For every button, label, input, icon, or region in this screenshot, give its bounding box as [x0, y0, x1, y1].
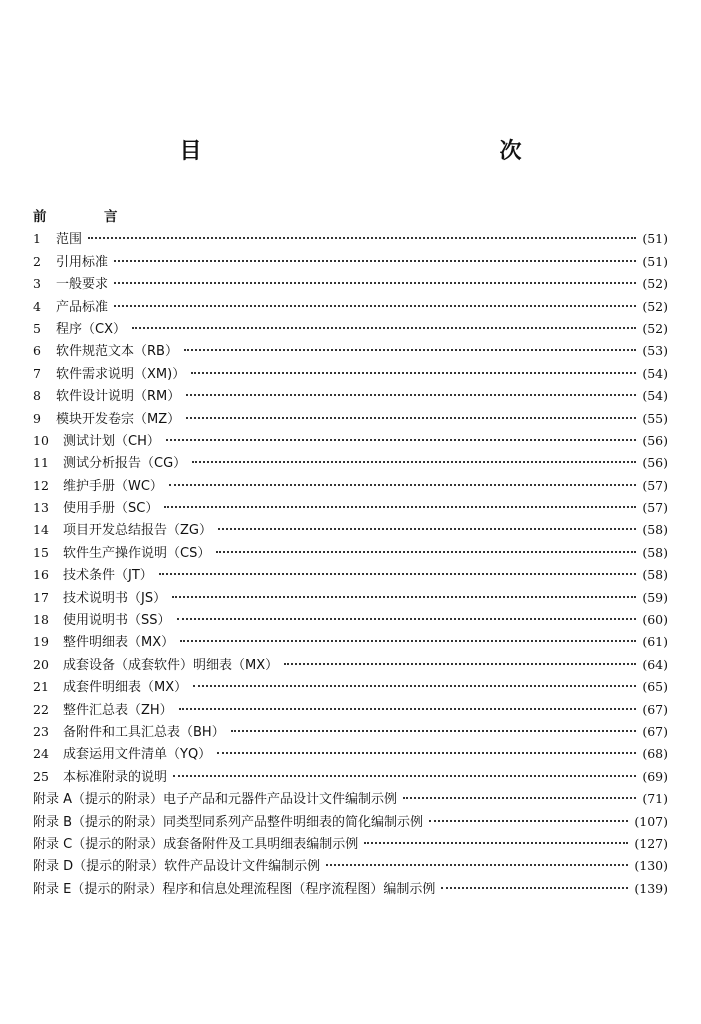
toc-appendix-title: 附录 B（提示的附录）同类型同系列产品整件明细表的简化编制示例	[33, 814, 424, 830]
toc-entry	[33, 676, 668, 698]
toc-entry	[33, 654, 668, 676]
toc-entry-title: 软件需求说明（XM)）	[56, 366, 186, 382]
toc-entry	[33, 296, 668, 318]
toc-entry	[33, 497, 668, 519]
toc-preface: 前 言	[33, 209, 140, 225]
toc-entry-number: 11	[33, 455, 49, 471]
toc-entry-number: 21	[33, 679, 49, 695]
toc-appendix	[33, 833, 668, 855]
toc-entry-title: 软件设计说明（RM）	[56, 389, 181, 405]
toc-entry-title: 软件生产操作说明（CS）	[63, 545, 211, 561]
toc-entry-page: (55)	[642, 410, 668, 426]
toc-entry-title: 程序（CX）	[56, 321, 126, 337]
toc-appendix-page: (107)	[634, 813, 668, 829]
dot-leader	[429, 819, 628, 822]
dot-leader	[114, 304, 636, 307]
toc-entry-title: 技术条件（JT）	[63, 568, 153, 584]
toc-entry-page: (68)	[642, 746, 668, 762]
toc-entry-page: (67)	[642, 701, 668, 717]
toc-entry-number: 4	[33, 298, 41, 314]
toc-entry-number: 15	[33, 544, 49, 560]
dot-leader	[164, 505, 636, 508]
dot-leader	[159, 572, 637, 575]
toc-appendix-title: 附录 A（提示的附录）电子产品和元器件产品设计文件编制示例	[33, 792, 398, 808]
toc-entry	[33, 721, 668, 743]
toc-entry-number: 14	[33, 522, 49, 538]
dot-leader	[132, 326, 636, 329]
toc-entry-number: 13	[33, 500, 49, 516]
toc-appendices	[33, 788, 668, 900]
dot-leader	[173, 774, 636, 777]
toc-entry-title: 本标准附录的说明	[63, 769, 168, 785]
toc-entry-title: 引用标准	[56, 254, 109, 270]
toc-entry-page: (64)	[642, 656, 668, 672]
toc-entry	[33, 363, 668, 385]
toc-entry-title: 备附件和工具汇总表（BH）	[63, 724, 225, 740]
dot-leader	[186, 393, 636, 396]
toc-entry-title: 整件汇总表（ZH）	[63, 702, 173, 718]
toc-entry	[33, 318, 668, 340]
toc-entry-title: 范围	[56, 232, 83, 248]
toc-entry-page: (59)	[642, 589, 668, 605]
toc-appendix-title: 附录 C（提示的附录）成套备附件及工具明细表编制示例	[33, 836, 359, 852]
toc-entry-page: (54)	[642, 388, 668, 404]
toc-entry-number: 22	[33, 701, 49, 717]
toc-entry-number: 24	[33, 746, 49, 762]
toc-entry	[33, 452, 668, 474]
toc-entry-title: 整件明细表（MX）	[63, 635, 175, 651]
table-of-contents	[33, 206, 668, 900]
toc-entry-page: (57)	[642, 477, 668, 493]
toc-entry-title: 一般要求	[56, 277, 109, 293]
toc-appendix-page: (139)	[634, 880, 668, 896]
dot-leader	[326, 863, 628, 866]
toc-entry	[33, 408, 668, 430]
dot-leader	[403, 796, 636, 799]
toc-entry-number: 20	[33, 656, 49, 672]
dot-leader	[177, 617, 637, 620]
dot-leader	[114, 259, 636, 262]
toc-entry-title: 使用说明书（SS）	[63, 613, 171, 629]
toc-entry	[33, 699, 668, 721]
toc-entry-title: 使用手册（SC）	[63, 501, 159, 517]
dot-leader	[179, 707, 637, 710]
dot-leader	[216, 550, 636, 553]
toc-entry-page: (56)	[642, 455, 668, 471]
dot-leader	[191, 371, 636, 374]
toc-entry-page: (53)	[642, 343, 668, 359]
toc-entry	[33, 430, 668, 452]
toc-entry-page: (58)	[642, 567, 668, 583]
toc-entry-number: 8	[33, 388, 41, 404]
toc-entry-title: 软件规范文本（RB）	[56, 344, 178, 360]
toc-entry-number: 25	[33, 768, 49, 784]
toc-entry	[33, 519, 668, 541]
dot-leader	[284, 662, 636, 665]
toc-appendix-title: 附录 D（提示的附录）软件产品设计文件编制示例	[33, 859, 321, 875]
toc-entry	[33, 542, 668, 564]
toc-entry	[33, 273, 668, 295]
toc-entries	[33, 228, 668, 788]
dot-leader	[231, 729, 637, 732]
page-title: 目 次	[179, 139, 580, 164]
toc-entry-page: (69)	[642, 768, 668, 784]
toc-entry-number: 1	[33, 231, 41, 247]
toc-entry-number: 10	[33, 432, 49, 448]
toc-entry	[33, 587, 668, 609]
toc-entry-number: 23	[33, 723, 49, 739]
dot-leader	[88, 236, 636, 239]
toc-entry	[33, 609, 668, 631]
dot-leader	[192, 460, 636, 463]
toc-entry	[33, 743, 668, 765]
toc-entry-number: 3	[33, 276, 41, 292]
dot-leader	[217, 751, 636, 754]
toc-entry-page: (56)	[642, 432, 668, 448]
toc-entry-page: (57)	[642, 500, 668, 516]
dot-leader	[180, 639, 636, 642]
toc-entry	[33, 564, 668, 586]
toc-entry	[33, 475, 668, 497]
toc-entry-number: 6	[33, 343, 41, 359]
toc-entry-number: 19	[33, 634, 49, 650]
dot-leader	[441, 886, 628, 889]
toc-entry-number: 16	[33, 567, 49, 583]
toc-entry-page: (52)	[642, 298, 668, 314]
toc-appendix	[33, 855, 668, 877]
toc-appendix-title: 附录 E（提示的附录）程序和信息处理流程图（程序流程图）编制示例	[33, 881, 436, 897]
dot-leader	[364, 841, 628, 844]
toc-entry-title: 模块开发卷宗（MZ）	[56, 411, 181, 427]
dot-leader	[218, 527, 636, 530]
toc-entry-page: (58)	[642, 544, 668, 560]
toc-entry-title: 维护手册（WC）	[63, 478, 163, 494]
toc-entry-page: (51)	[642, 253, 668, 269]
dot-leader	[184, 348, 636, 351]
toc-entry	[33, 385, 668, 407]
toc-entry	[33, 251, 668, 273]
toc-entry	[33, 631, 668, 653]
dot-leader	[172, 595, 636, 598]
toc-entry-title: 成套运用文件清单（YQ）	[63, 747, 212, 763]
toc-appendix-page: (127)	[634, 835, 668, 851]
toc-entry-page: (65)	[642, 679, 668, 695]
toc-entry-page: (61)	[642, 634, 668, 650]
toc-entry-page: (51)	[642, 231, 668, 247]
toc-appendix	[33, 788, 668, 810]
toc-entry-title: 测试分析报告（CG）	[63, 456, 187, 472]
dot-leader	[193, 684, 636, 687]
toc-entry-number: 17	[33, 589, 49, 605]
toc-entry-title: 技术说明书（JS）	[63, 590, 167, 606]
toc-entry-number: 7	[33, 365, 41, 381]
toc-entry-title: 项目开发总结报告（ZG）	[63, 523, 212, 539]
toc-entry-page: (67)	[642, 723, 668, 739]
toc-entry-number: 12	[33, 477, 49, 493]
toc-appendix-page: (130)	[634, 858, 668, 874]
dot-leader	[114, 281, 636, 284]
toc-entry-page: (54)	[642, 365, 668, 381]
toc-entry-title: 测试计划（CH）	[63, 433, 160, 449]
toc-entry-title: 成套设备（成套软件）明细表（MX）	[63, 657, 279, 673]
toc-entry	[33, 766, 668, 788]
dot-leader	[186, 416, 636, 419]
toc-entry	[33, 228, 668, 250]
toc-entry-page: (52)	[642, 320, 668, 336]
toc-entry-number: 5	[33, 320, 41, 336]
toc-entry-title: 成套件明细表（MX）	[63, 680, 188, 696]
toc-appendix-page: (71)	[642, 791, 668, 807]
toc-entry	[33, 340, 668, 362]
toc-entry-title: 产品标准	[56, 299, 109, 315]
toc-entry-number: 18	[33, 612, 49, 628]
dot-leader	[166, 438, 636, 441]
toc-entry-page: (58)	[642, 522, 668, 538]
toc-entry-page: (52)	[642, 276, 668, 292]
toc-entry-number: 9	[33, 410, 41, 426]
dot-leader	[169, 483, 636, 486]
toc-appendix	[33, 878, 668, 900]
toc-entry-number: 2	[33, 253, 41, 269]
toc-appendix	[33, 811, 668, 833]
toc-entry-page: (60)	[642, 612, 668, 628]
